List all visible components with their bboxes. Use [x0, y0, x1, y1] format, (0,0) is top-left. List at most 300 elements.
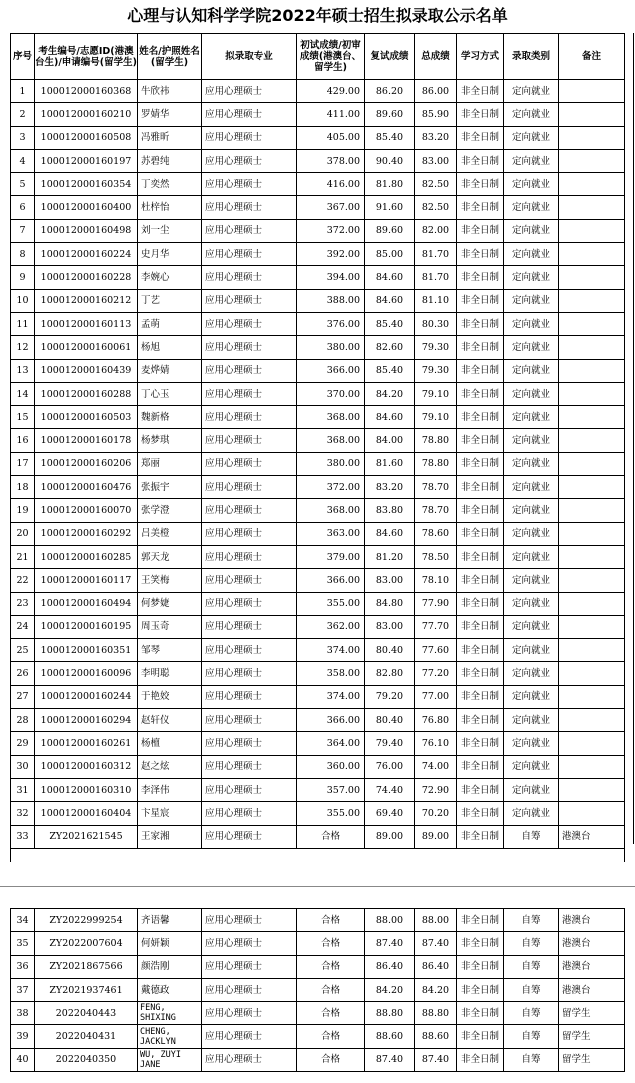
cell-initial-score: 360.00 [297, 755, 365, 778]
cell-category: 定向就业 [504, 522, 559, 545]
cell-name: 张振宇 [138, 476, 202, 499]
cell-name: 孟萌 [138, 312, 202, 335]
table-row [11, 909, 625, 932]
cell-initial-score: 372.00 [297, 476, 365, 499]
cell-note [559, 406, 625, 429]
cell-category: 定向就业 [504, 615, 559, 638]
cell-initial-score: 358.00 [297, 662, 365, 685]
cell-retest-score: 86.40 [365, 955, 415, 978]
cell-note [559, 312, 625, 335]
cell-total-score: 70.20 [415, 802, 457, 825]
cell-name: 李泽伟 [138, 778, 202, 801]
cell-category: 定向就业 [504, 802, 559, 825]
cell-seq: 15 [11, 406, 35, 429]
cell-seq: 25 [11, 639, 35, 662]
cell-study-mode: 非全日制 [457, 662, 504, 685]
cell-study-mode: 非全日制 [457, 802, 504, 825]
cell-major: 应用心理硕士 [202, 173, 297, 196]
cell-total-score: 81.70 [415, 243, 457, 266]
cell-initial-score: 368.00 [297, 406, 365, 429]
cell-seq: 7 [11, 219, 35, 242]
table-row [11, 196, 625, 219]
cell-id: 100012000160312 [35, 755, 138, 778]
table-row [11, 522, 625, 545]
admission-table-page1 [10, 33, 625, 869]
cell-study-mode: 非全日制 [457, 499, 504, 522]
cell-id: 100012000160404 [35, 802, 138, 825]
cell-name: 周玉奇 [138, 615, 202, 638]
cell-study-mode: 非全日制 [457, 569, 504, 592]
cell-retest-score: 69.40 [365, 802, 415, 825]
table-row [11, 429, 625, 452]
cell-name: 罗婧华 [138, 103, 202, 126]
table-row [11, 802, 625, 825]
cell-name: 王家湘 [138, 825, 202, 848]
cell-note [559, 219, 625, 242]
cell-category: 定向就业 [504, 336, 559, 359]
cell-initial-score: 合格 [297, 909, 365, 932]
header-total-score: 总成绩 [415, 34, 457, 80]
cell-study-mode: 非全日制 [457, 452, 504, 475]
cell-name: 何梦婕 [138, 592, 202, 615]
cell-study-mode: 非全日制 [457, 778, 504, 801]
table-row [11, 639, 625, 662]
table-row [11, 569, 625, 592]
cell-retest-score: 84.20 [365, 978, 415, 1001]
cell-major: 应用心理硕士 [202, 1048, 297, 1071]
cell-name: 杨檀 [138, 732, 202, 755]
cell-major: 应用心理硕士 [202, 825, 297, 848]
cell-name: 郑丽 [138, 452, 202, 475]
cell-retest-score: 84.60 [365, 406, 415, 429]
table-row [11, 219, 625, 242]
cell-seq: 30 [11, 755, 35, 778]
table-row [11, 499, 625, 522]
cell-name: 杜梓怡 [138, 196, 202, 219]
header-id: 考生编号/志愿ID(港澳台生)/申请编号(留学生) [35, 34, 138, 80]
cell-category: 自筹 [504, 1048, 559, 1071]
cell-initial-score: 429.00 [297, 80, 365, 103]
table-row [11, 406, 625, 429]
cell-name: 张学澄 [138, 499, 202, 522]
cell-total-score: 86.00 [415, 80, 457, 103]
cell-category: 定向就业 [504, 196, 559, 219]
table-row [11, 545, 625, 568]
cell-id: ZY2021621545 [35, 825, 138, 848]
cell-total-score: 77.60 [415, 639, 457, 662]
cell-total-score: 72.90 [415, 778, 457, 801]
cell-retest-score: 85.40 [365, 312, 415, 335]
cell-major: 应用心理硕士 [202, 909, 297, 932]
cell-study-mode: 非全日制 [457, 1025, 504, 1048]
header-initial-score: 初试成绩/初审成绩(港澳台、留学生) [297, 34, 365, 80]
table-row [11, 825, 625, 848]
cell-id: 100012000160117 [35, 569, 138, 592]
cell-retest-score: 87.40 [365, 1048, 415, 1071]
cell-name: 颜浩刚 [138, 955, 202, 978]
cell-initial-score: 378.00 [297, 149, 365, 172]
cell-category: 定向就业 [504, 359, 559, 382]
cell-id: 100012000160494 [35, 592, 138, 615]
table-row [11, 243, 625, 266]
cell-seq: 23 [11, 592, 35, 615]
cell-total-score: 77.90 [415, 592, 457, 615]
cell-retest-score: 89.00 [365, 825, 415, 848]
cell-retest-score: 84.00 [365, 429, 415, 452]
cell-retest-score: 82.60 [365, 336, 415, 359]
cell-study-mode: 非全日制 [457, 149, 504, 172]
cell-retest-score: 84.80 [365, 592, 415, 615]
cell-note [559, 80, 625, 103]
cell-major: 应用心理硕士 [202, 932, 297, 955]
cell-major: 应用心理硕士 [202, 243, 297, 266]
cell-total-score: 78.10 [415, 569, 457, 592]
table-row [11, 1025, 625, 1048]
cell-major: 应用心理硕士 [202, 662, 297, 685]
cell-total-score: 79.30 [415, 359, 457, 382]
cell-initial-score: 合格 [297, 1025, 365, 1048]
cell-name: 苏碧纯 [138, 149, 202, 172]
cell-total-score: 87.40 [415, 932, 457, 955]
table-row [11, 359, 625, 382]
cell-category: 定向就业 [504, 266, 559, 289]
cell-note: 港澳台 [559, 932, 625, 955]
cell-id: 100012000160354 [35, 173, 138, 196]
cell-retest-score: 74.40 [365, 778, 415, 801]
cell-major: 应用心理硕士 [202, 755, 297, 778]
cell-major: 应用心理硕士 [202, 685, 297, 708]
cell-study-mode: 非全日制 [457, 219, 504, 242]
cell-retest-score: 83.20 [365, 476, 415, 499]
cell-name: 齐语馨 [138, 909, 202, 932]
cell-name: 丁奕然 [138, 173, 202, 196]
cell-retest-score: 81.80 [365, 173, 415, 196]
cell-name: 赵之炫 [138, 755, 202, 778]
cell-note: 留学生 [559, 1002, 625, 1025]
cell-id: 100012000160228 [35, 266, 138, 289]
cell-seq: 11 [11, 312, 35, 335]
cell-seq: 2 [11, 103, 35, 126]
cell-note [559, 149, 625, 172]
cell-name: 戴德政 [138, 978, 202, 1001]
cell-id: 100012000160351 [35, 639, 138, 662]
header-seq: 序号 [11, 34, 35, 80]
cell-category: 定向就业 [504, 685, 559, 708]
table-row [11, 382, 625, 405]
cell-name: 卞星宸 [138, 802, 202, 825]
table-row [11, 289, 625, 312]
table-row [11, 312, 625, 335]
cell-major: 应用心理硕士 [202, 1025, 297, 1048]
cell-id: ZY2022007604 [35, 932, 138, 955]
cell-name: 牛欣祎 [138, 80, 202, 103]
cell-total-score: 82.50 [415, 196, 457, 219]
cell-initial-score: 379.00 [297, 545, 365, 568]
cell-name: 麦烨婧 [138, 359, 202, 382]
cell-seq: 21 [11, 545, 35, 568]
cell-seq: 39 [11, 1025, 35, 1048]
cell-study-mode: 非全日制 [457, 1002, 504, 1025]
cell-id: 100012000160261 [35, 732, 138, 755]
cell-initial-score: 355.00 [297, 802, 365, 825]
cell-total-score: 78.70 [415, 499, 457, 522]
cell-id: 100012000160212 [35, 289, 138, 312]
table-row [11, 709, 625, 732]
cell-retest-score: 85.40 [365, 126, 415, 149]
cell-name: 李明聪 [138, 662, 202, 685]
cell-study-mode: 非全日制 [457, 709, 504, 732]
cell-id: 100012000160439 [35, 359, 138, 382]
cell-category: 自筹 [504, 932, 559, 955]
cell-retest-score: 89.60 [365, 219, 415, 242]
table-row [11, 662, 625, 685]
cell-id: ZY2021937461 [35, 978, 138, 1001]
cell-major: 应用心理硕士 [202, 499, 297, 522]
cell-major: 应用心理硕士 [202, 266, 297, 289]
cell-initial-score: 364.00 [297, 732, 365, 755]
cell-name: 郭天龙 [138, 545, 202, 568]
cell-name: 冯雅昕 [138, 126, 202, 149]
cell-id: 100012000160113 [35, 312, 138, 335]
cell-retest-score: 88.80 [365, 1002, 415, 1025]
cell-retest-score: 83.00 [365, 615, 415, 638]
cell-study-mode: 非全日制 [457, 639, 504, 662]
page-title: 心理与认知科学学院2022年硕士招生拟录取公示名单 [127, 6, 508, 25]
cell-seq: 35 [11, 932, 35, 955]
cell-study-mode: 非全日制 [457, 955, 504, 978]
cell-note [559, 429, 625, 452]
cell-seq: 40 [11, 1048, 35, 1071]
cell-category: 自筹 [504, 1002, 559, 1025]
cell-initial-score: 362.00 [297, 615, 365, 638]
cell-major: 应用心理硕士 [202, 615, 297, 638]
cell-total-score: 80.30 [415, 312, 457, 335]
cell-retest-score: 80.40 [365, 639, 415, 662]
cell-retest-score: 91.60 [365, 196, 415, 219]
cell-id: 100012000160224 [35, 243, 138, 266]
cell-major: 应用心理硕士 [202, 429, 297, 452]
cell-note [559, 732, 625, 755]
cell-study-mode: 非全日制 [457, 243, 504, 266]
cell-note [559, 359, 625, 382]
cell-category: 定向就业 [504, 312, 559, 335]
cell-retest-score: 86.20 [365, 80, 415, 103]
cell-total-score: 78.70 [415, 476, 457, 499]
cell-retest-score: 83.00 [365, 569, 415, 592]
cell-name: 丁艺 [138, 289, 202, 312]
cell-note [559, 685, 625, 708]
cell-study-mode: 非全日制 [457, 825, 504, 848]
cell-study-mode: 非全日制 [457, 336, 504, 359]
cell-name: 史月华 [138, 243, 202, 266]
cell-retest-score: 81.60 [365, 452, 415, 475]
cell-seq: 14 [11, 382, 35, 405]
cell-category: 定向就业 [504, 173, 559, 196]
cell-study-mode: 非全日制 [457, 978, 504, 1001]
cell-category: 定向就业 [504, 778, 559, 801]
cell-total-score: 88.00 [415, 909, 457, 932]
cell-name: FENG, SHIXING [138, 1002, 202, 1025]
cell-initial-score: 416.00 [297, 173, 365, 196]
cell-total-score: 77.20 [415, 662, 457, 685]
cell-seq: 10 [11, 289, 35, 312]
cell-major: 应用心理硕士 [202, 126, 297, 149]
cell-total-score: 77.00 [415, 685, 457, 708]
cell-major: 应用心理硕士 [202, 802, 297, 825]
cell-note [559, 289, 625, 312]
cell-category: 定向就业 [504, 219, 559, 242]
cell-note [559, 662, 625, 685]
cell-seq: 28 [11, 709, 35, 732]
cell-id: 100012000160061 [35, 336, 138, 359]
cell-note [559, 592, 625, 615]
cell-major: 应用心理硕士 [202, 639, 297, 662]
cell-major: 应用心理硕士 [202, 80, 297, 103]
cell-note [559, 103, 625, 126]
cell-seq: 33 [11, 825, 35, 848]
cell-total-score: 79.10 [415, 406, 457, 429]
cell-note: 港澳台 [559, 825, 625, 848]
table-row [11, 80, 625, 103]
cell-seq: 38 [11, 1002, 35, 1025]
cell-total-score: 89.00 [415, 825, 457, 848]
table-row [11, 615, 625, 638]
header-category: 录取类别 [504, 34, 559, 80]
cell-total-score: 83.00 [415, 149, 457, 172]
cell-retest-score: 79.40 [365, 732, 415, 755]
cell-name: 吕美橙 [138, 522, 202, 545]
cell-major: 应用心理硕士 [202, 149, 297, 172]
cell-seq: 18 [11, 476, 35, 499]
cell-category: 自筹 [504, 978, 559, 1001]
cell-note [559, 522, 625, 545]
cell-note [559, 778, 625, 801]
cell-note: 留学生 [559, 1048, 625, 1071]
cell-seq: 29 [11, 732, 35, 755]
cell-major: 应用心理硕士 [202, 778, 297, 801]
cell-major: 应用心理硕士 [202, 545, 297, 568]
cell-seq: 9 [11, 266, 35, 289]
cell-initial-score: 357.00 [297, 778, 365, 801]
cell-seq: 6 [11, 196, 35, 219]
cell-study-mode: 非全日制 [457, 126, 504, 149]
cell-category: 定向就业 [504, 592, 559, 615]
cell-category: 自筹 [504, 955, 559, 978]
cell-note [559, 755, 625, 778]
table-row [11, 685, 625, 708]
cell-major: 应用心理硕士 [202, 955, 297, 978]
table-body-page1 [11, 80, 625, 849]
cell-major: 应用心理硕士 [202, 732, 297, 755]
cell-initial-score: 合格 [297, 955, 365, 978]
table-row [11, 955, 625, 978]
cell-initial-score: 合格 [297, 978, 365, 1001]
cell-id: 100012000160070 [35, 499, 138, 522]
cell-retest-score: 83.80 [365, 499, 415, 522]
cell-initial-score: 370.00 [297, 382, 365, 405]
cell-major: 应用心理硕士 [202, 406, 297, 429]
cell-total-score: 88.80 [415, 1002, 457, 1025]
cell-initial-score: 366.00 [297, 569, 365, 592]
cell-major: 应用心理硕士 [202, 359, 297, 382]
cell-initial-score: 388.00 [297, 289, 365, 312]
cell-retest-score: 84.60 [365, 289, 415, 312]
table-row [11, 778, 625, 801]
cell-initial-score: 合格 [297, 1002, 365, 1025]
cell-name: 杨旭 [138, 336, 202, 359]
table-row [11, 1048, 625, 1071]
cell-study-mode: 非全日制 [457, 755, 504, 778]
cell-study-mode: 非全日制 [457, 429, 504, 452]
cell-note [559, 569, 625, 592]
cell-initial-score: 380.00 [297, 452, 365, 475]
cell-note [559, 452, 625, 475]
table-row [11, 336, 625, 359]
cell-id: 100012000160368 [35, 80, 138, 103]
table-row [11, 932, 625, 955]
cell-id: 2022040431 [35, 1025, 138, 1048]
cell-total-score: 82.50 [415, 173, 457, 196]
cell-id: 100012000160294 [35, 709, 138, 732]
cell-category: 定向就业 [504, 452, 559, 475]
cell-note [559, 476, 625, 499]
cell-initial-score: 380.00 [297, 336, 365, 359]
cell-id: 2022040350 [35, 1048, 138, 1071]
cell-category: 定向就业 [504, 243, 559, 266]
cell-major: 应用心理硕士 [202, 219, 297, 242]
cell-id: 100012000160197 [35, 149, 138, 172]
cell-major: 应用心理硕士 [202, 569, 297, 592]
cell-category: 定向就业 [504, 569, 559, 592]
table-header-row [11, 34, 625, 80]
cell-retest-score: 85.40 [365, 359, 415, 382]
cell-note [559, 126, 625, 149]
cell-retest-score: 88.00 [365, 909, 415, 932]
cell-id: 100012000160096 [35, 662, 138, 685]
cell-category: 定向就业 [504, 662, 559, 685]
cell-name: CHENG, JACKLYN [138, 1025, 202, 1048]
table-row [11, 732, 625, 755]
cell-id: 100012000160206 [35, 452, 138, 475]
cell-total-score: 87.40 [415, 1048, 457, 1071]
cell-id: ZY2021867566 [35, 955, 138, 978]
cell-total-score: 79.30 [415, 336, 457, 359]
table-row [11, 1002, 625, 1025]
cell-category: 定向就业 [504, 755, 559, 778]
cell-study-mode: 非全日制 [457, 685, 504, 708]
cell-note [559, 336, 625, 359]
cell-study-mode: 非全日制 [457, 592, 504, 615]
cell-seq: 19 [11, 499, 35, 522]
cell-category: 定向就业 [504, 80, 559, 103]
cell-category: 定向就业 [504, 429, 559, 452]
cell-total-score: 85.90 [415, 103, 457, 126]
cell-major: 应用心理硕士 [202, 336, 297, 359]
cell-major: 应用心理硕士 [202, 289, 297, 312]
cell-seq: 36 [11, 955, 35, 978]
table-row [11, 476, 625, 499]
cell-category: 定向就业 [504, 149, 559, 172]
cell-study-mode: 非全日制 [457, 406, 504, 429]
cell-seq: 17 [11, 452, 35, 475]
cell-initial-score: 394.00 [297, 266, 365, 289]
table-row [11, 978, 625, 1001]
cell-retest-score: 84.20 [365, 382, 415, 405]
cell-study-mode: 非全日制 [457, 173, 504, 196]
cell-major: 应用心理硕士 [202, 312, 297, 335]
cell-initial-score: 368.00 [297, 499, 365, 522]
cell-note [559, 382, 625, 405]
